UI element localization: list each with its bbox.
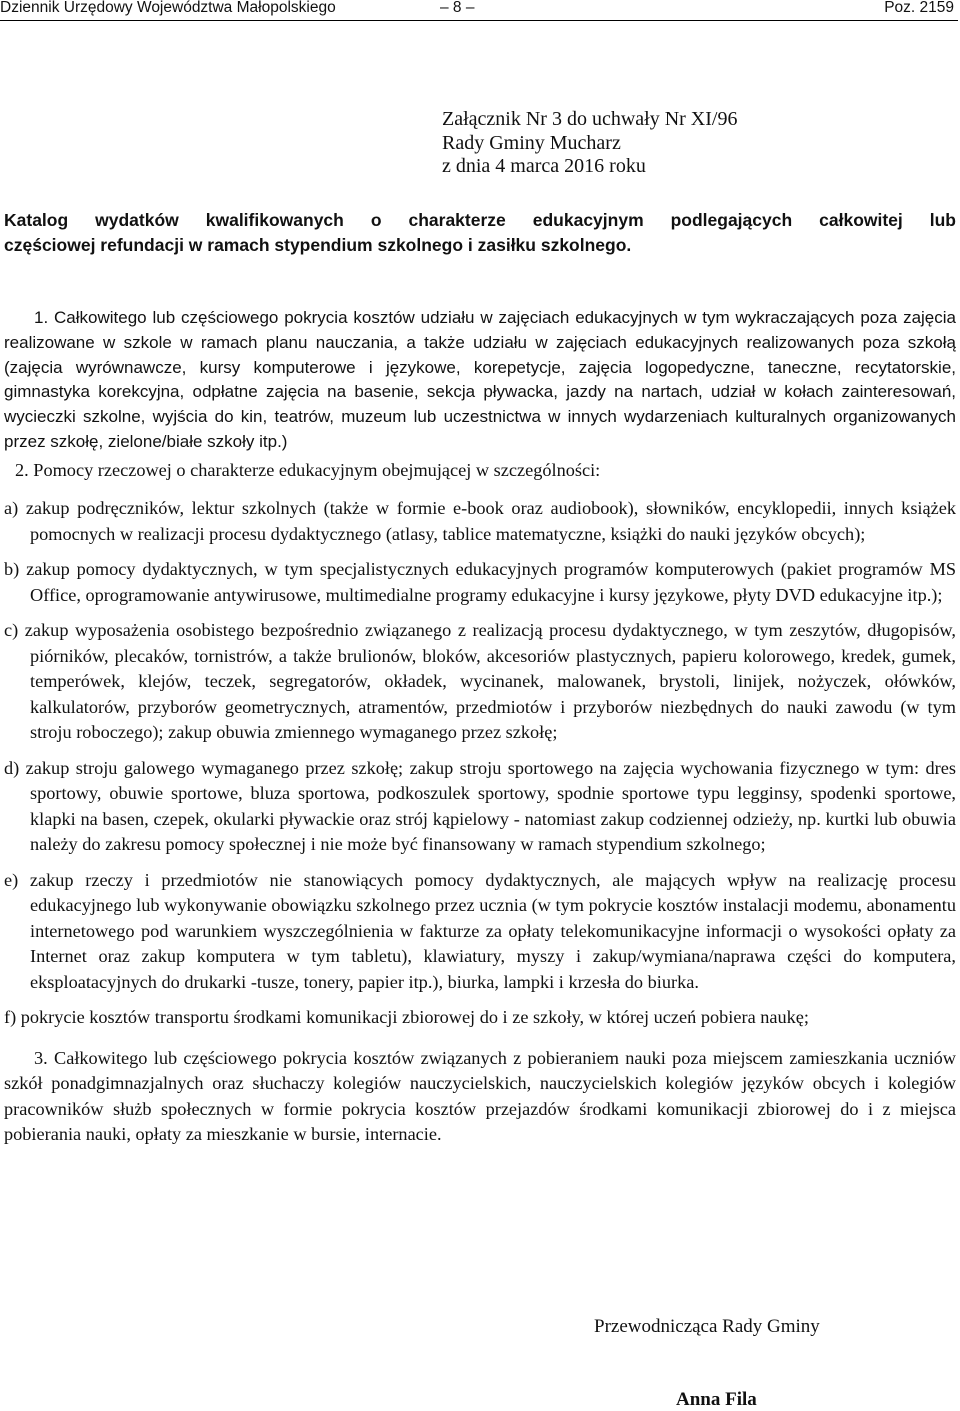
running-header (0, 0, 958, 21)
title-line-1: Katalog wydatków kwalifikowanych o charakterze edukacyjnym podlegających całkowitej lub (4, 210, 956, 230)
attachment-line-2: Rady Gminy Mucharz (442, 131, 621, 154)
paragraph-1: 1. Całkowitego lub częściowego pokrycia kosztów udziału w zajęciach edukacyjnych w tym wykraczających poza zajęcia realizowane w szkole w ramach planu nauczania, a także udziału w zajęciach edukacyjnych realizowanych poza szkołą (zajęcia wyrównawcze, kursy komputerowe i językowe, korepetycje, zajęcia logopedyczne, taneczne, recytatorskie, gimnastyka korekcyjna, odpłatne zajęcia na basenie, sekcja pływacka, jazdy na nartach, udział w kołach zainteresowań, wycieczki szkolne, wyjścia do kin, teatrów, muzeum lub uczestnictwa w innych wydarzeniach kulturalnych organizowanych przez szkołę, zielone/białe szkoły itp.) (4, 308, 956, 451)
signature-name: Anna Fila (676, 1389, 757, 1410)
list-item-b: b) zakup pomocy dydaktycznych, w tym specjalistycznych edukacyjnych programów komputerowych (pakiet programów MS Office, oprogramowanie antywirusowe, multimedialne programy edukacyjne i kursy językowe, płyty DVD edukacyjne itp.); (4, 559, 956, 605)
paragraph-3: 3. Całkowitego lub częściowego pokrycia kosztów związanych z pobieraniem nauki poza miejscem zamieszkania uczniów szkół ponadgimnazjalnych oraz słuchaczy kolegiów nauczycielskich, nauczycielskich kolegiów języków obcych i kolegiów pracowników służb społecznych w formie pokrycia kosztów przejazdów środkami komunikacji zbiorowej do i z miejsca pobierania nauki, opłaty za mieszkanie w bursie, internacie. (4, 1047, 956, 1145)
paragraph-2: 2. Pomocy rzeczowej o charakterze edukacyjnym obejmującej w szczególności: (15, 459, 601, 480)
list-item-e: e) zakup rzeczy i przedmiotów nie stanowiących pomocy dydaktycznych, ale mających wpływ na realizację procesu edukacyjnego lub wykonywanie obowiązku szkolnego przez ucznia (w tym pokrycie kosztów instalacji modemu, abonamentu internetowego pod warunkiem wyszczególnienia w fakturze za opłaty telekomunikacyjne informacji o wysokości opłaty za Internet oraz zakup komputera w tym tabletu), klawiatury, myszy i zakup/wymiana/naprawa części do komputera, eksploatacyjnych do drukarki -tusze, tonery, papier itp.), biurka, lampki i krzesła do biurka. (4, 869, 956, 992)
list-item-f: f) pokrycie kosztów transportu środkami komunikacji zbiorowej do i ze szkoły, w której uczeń pobiera naukę; (4, 1007, 809, 1028)
title-line-2: częściowej refundacji w ramach stypendium szkolnego i zasiłku szkolnego. (4, 235, 632, 255)
journal-name: Dziennik Urzędowy Województwa Małopolskiego (0, 0, 336, 16)
attachment-line-3: z dnia 4 marca 2016 roku (442, 155, 646, 177)
document-body (4, 306, 956, 1148)
attachment-heading (442, 108, 737, 179)
attachment-line-1: Załącznik Nr 3 do uchwały Nr XI/96 (442, 108, 738, 130)
list-item-d: d) zakup stroju galowego wymaganego przez szkołę; zakup stroju sportowego na zajęcia wychowania fizycznego w tym: dres sportowy, obuwie sportowe, bluza sportowa, podkoszulek sportowy, spodnie sportowe typu legginsy, spodenki sportowe, klapki na basen, czepek, okularki pływackie oraz strój kąpielowy - natomiast zakup codziennej odzieży, np. kurtki lub obuwia należy do zakresu pomocy społecznej i nie może być finansowany w ramach stypendium szkolnego; (4, 757, 956, 855)
position-number: Poz. 2159 (884, 0, 954, 16)
page-number: – 8 – (440, 0, 475, 16)
signature-role: Przewodnicząca Rady Gminy (594, 1316, 820, 1337)
list-item-a: a) zakup podręczników, lektur szkolnych (także w formie e-book oraz audiobook), słowników, encyklopedii, innych książek pomocnych w realizacji procesu dydaktycznego (atlasy, tablice matematyczne, książki do nauki języków obcych); (4, 498, 956, 544)
list-item-c: c) zakup wyposażenia osobistego bezpośrednio związanego z realizacją procesu dydaktycznego, w tym zeszytów, długopisów, piórników, plecaków, tornistrów, a także brulionów, bloków, akcesoriów plastycznych, papieru kolorowego, kredek, gumek, temperówek, klejów, teczek, segregatorów, okładek, wycinanek, malowanek, brystoli, linijek, nożyczek, ołówków, kalkulatorów, przyborów geometrycznych, atramentów, przedmiotów i przyborów niezbędnych do nauki zawodu (w tym stroju roboczego); zakup obuwia zmiennego wymaganego przez szkołę; (4, 620, 956, 743)
document-title (4, 208, 956, 258)
